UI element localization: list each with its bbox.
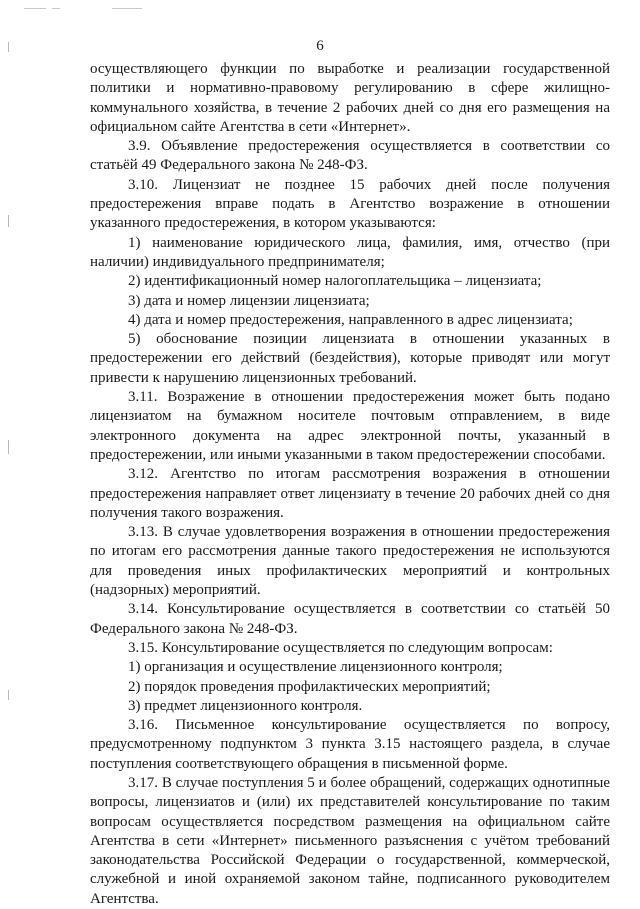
- list-item-3-10-5: 5) обоснование позиции лицензиата в отношении указанных в предостережении его действий (бездействия), которые приводят или могут привести к нарушению лицензионных требований.: [90, 331, 610, 386]
- scan-artifact-top-dash-3: [112, 8, 142, 9]
- document-body: [90, 60, 610, 909]
- page-number: 6: [316, 38, 324, 54]
- scan-artifact-top-dash-2: [52, 8, 60, 9]
- paragraph-continuation: осуществляющего функции по выработке и реализации государственной политики и нормативно-правовому регулированию в сфере жилищно-коммунального хозяйства, в течение 2 рабочих дней со дня его размещения на официальном сайте Агентства в сети «Интернет».: [90, 61, 610, 135]
- paragraph-3-10: 3.10. Лицензиат не позднее 15 рабочих дней после получения предостережения вправе подать в Агентство возражение в отношении указанного предостережения, в котором указываются:: [90, 176, 610, 232]
- list-item-3-15-2: 2) порядок проведения профилактических мероприятий;: [128, 678, 491, 695]
- paragraph-3-14: 3.14. Консультирование осуществляется в соответствии со статьёй 50 Федерального закона № 248-ФЗ.: [90, 601, 610, 637]
- scan-artifact-margin-2: [8, 215, 9, 227]
- list-item-3-10-3: 3) дата и номер лицензии лицензиата;: [128, 292, 370, 309]
- list-item-3-15-1: 1) организация и осуществление лицензионного контроля;: [128, 659, 503, 676]
- paragraph-3-9: 3.9. Объявление предостережения осуществляется в соответствии со статьёй 49 Федерального закона № 248-ФЗ.: [90, 138, 610, 174]
- list-item-3-10-4: 4) дата и номер предостережения, направленного в адрес лицензиата;: [128, 311, 573, 328]
- paragraph-3-17: 3.17. В случае поступления 5 и более обращений, содержащих однотипные вопросы, лицензиатов и (или) их представителей консультирование по таким вопросам осуществляется посредством размещения на официальном сайте Агентства в сети «Интернет» письменного разъяснения с учётом требований законодательства Российской Федерации о государственной, коммерческой, служебной и иной охраняемой законом тайне, подписанного руководителем Агентства.: [90, 774, 610, 907]
- list-item-3-10-1: 1) наименование юридического лица, фамилия, имя, отчество (при наличии) индивидуального предпринимателя;: [90, 234, 610, 270]
- scan-artifact-top-dash-1: [24, 8, 46, 9]
- list-item-3-10-2: 2) идентификационный номер налогоплательщика – лицензиата;: [128, 273, 542, 290]
- scan-artifact-margin-4: [8, 690, 9, 700]
- paragraph-3-11: 3.11. Возражение в отношении предостережения может быть подано лицензиатом на бумажном носителе почтовым отправлением, в виде электронного документа на адрес электронной почты, указанный в предостережении, или иными указанными в таком предостережении способами.: [90, 389, 610, 463]
- scan-artifact-margin-3: [8, 440, 9, 454]
- paragraph-3-16: 3.16. Письменное консультирование осуществляется по вопросу, предусмотренному подпунктом 3 пункта 3.15 настоящего раздела, в случае поступления соответствующего обращения в письменной форме.: [90, 717, 610, 772]
- list-item-3-15-3: 3) предмет лицензионного контроля.: [128, 697, 363, 714]
- paragraph-3-15: 3.15. Консультирование осуществляется по следующим вопросам:: [128, 639, 553, 656]
- paragraph-3-13: 3.13. В случае удовлетворения возражения в отношении предостережения по итогам его рассмотрения данные такого предостережения не используются для проведения иных профилактических мероприятий и контрольных (надзорных) мероприятий.: [90, 524, 610, 599]
- paragraph-3-12: 3.12. Агентство по итогам рассмотрения возражения в отношении предостережения направляет ответ лицензиату в течение 20 рабочих дней со дня получения такого возражения.: [90, 466, 610, 521]
